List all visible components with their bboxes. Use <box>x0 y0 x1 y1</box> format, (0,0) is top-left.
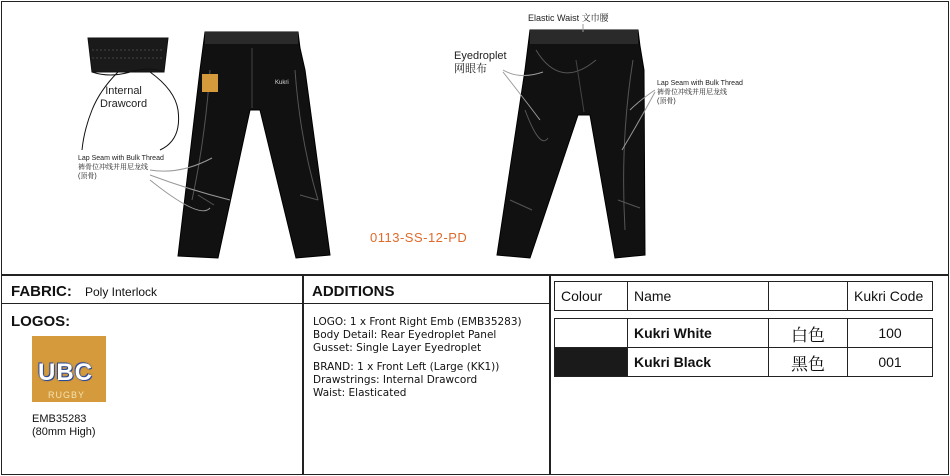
colour-name: Kukri Black <box>628 348 769 377</box>
logos-title: LOGOS: <box>11 313 71 330</box>
internal-drawcord-label: Internal Drawcord <box>100 85 148 110</box>
back-pants-drawing <box>497 24 655 258</box>
section-divider <box>1 274 948 276</box>
front-lap-seam-cn: 裤骨位冲线并用尼龙线 <box>78 164 148 171</box>
additions-line: Drawstrings: Internal Drawcord <box>313 374 478 386</box>
eyedroplet-cn-label: 网眼布 <box>454 63 487 75</box>
logo-subtext: RUGBY <box>48 390 86 400</box>
front-logo-mark <box>202 74 218 92</box>
additions-line: BRAND: 1 x Front Left (Large (KK1)) <box>313 361 500 373</box>
elastic-waist-label: Elastic Waist 文巾腰 <box>528 13 609 23</box>
additions-line: LOGO: 1 x Front Right Emb (EMB35283) <box>313 316 522 328</box>
logo-text: UBC <box>38 359 93 386</box>
additions-title: ADDITIONS <box>312 283 395 300</box>
header-kukri-code: Kukri Code <box>848 282 933 311</box>
colour-name: Kukri White <box>628 319 769 348</box>
colour-code: 001 <box>848 348 933 377</box>
colour-table-header <box>555 282 933 311</box>
colour-table <box>554 281 933 377</box>
column-divider-2 <box>549 274 551 474</box>
back-lap-seam-label: Lap Seam with Bulk Thread <box>657 80 743 87</box>
logo-emb-code <box>32 413 96 439</box>
back-lap-seam-cn2: (顶骨) <box>657 98 676 105</box>
fabric-value: Poly Interlock <box>85 285 158 299</box>
table-row <box>555 319 933 348</box>
style-code: 0113-SS-12-PD <box>370 230 468 245</box>
header-blank <box>769 282 848 311</box>
emb-code: EMB35283 <box>32 413 87 425</box>
colour-name-cn: 黑色 <box>769 348 848 377</box>
emb-size: (80mm High) <box>32 426 96 438</box>
colour-code: 100 <box>848 319 933 348</box>
fabric-title: FABRIC: <box>11 283 72 300</box>
back-lap-seam-cn: 裤骨位冲线并用尼龙线 <box>657 89 727 96</box>
front-lap-seam-label: Lap Seam with Bulk Thread <box>78 155 164 162</box>
header-name: Name <box>628 282 769 311</box>
additions-line: Gusset: Single Layer Eyedroplet <box>313 342 482 354</box>
colour-name-cn: 白色 <box>769 319 848 348</box>
additions-line: Waist: Elasticated <box>313 387 407 399</box>
colour-swatch-white <box>555 319 628 348</box>
front-lap-seam-cn2: (顶骨) <box>78 173 97 180</box>
header-row-divider <box>1 303 549 304</box>
column-divider-1 <box>302 274 304 474</box>
eyedroplet-label: Eyedroplet <box>454 50 507 62</box>
table-row <box>555 348 933 377</box>
front-brand-mark: Kukri <box>275 80 289 86</box>
front-pants-drawing <box>150 32 330 258</box>
additions-line: Body Detail: Rear Eyedroplet Panel <box>313 329 497 341</box>
header-colour: Colour <box>555 282 628 311</box>
table-spacer <box>555 311 933 319</box>
additions-list <box>313 316 522 400</box>
colour-swatch-black <box>555 348 628 377</box>
